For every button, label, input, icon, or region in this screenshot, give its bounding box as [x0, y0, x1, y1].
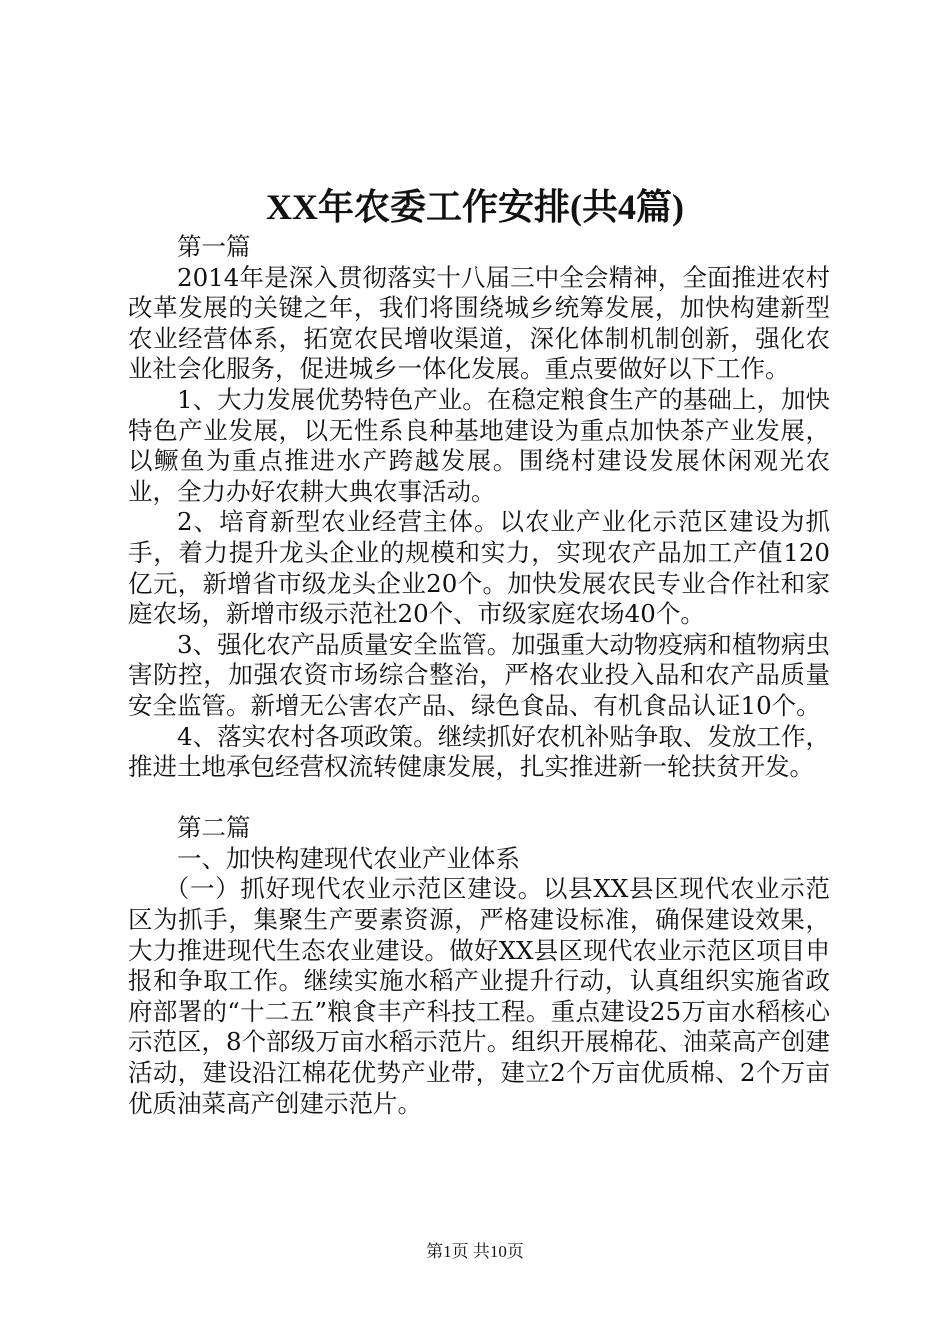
part2-heading: 第二篇	[177, 813, 251, 843]
part1-heading: 第一篇	[177, 232, 251, 261]
page-footer: 第1页 共10页	[426, 1242, 524, 1261]
section-gap	[128, 783, 830, 814]
part1-item2: 2、培育新型农业经营主体。以农业产业化示范区建设为抓手，着力提升龙头企业的规模和实力，实现农产品加工产值120亿元，新增省市级龙头企业20个。加快发展农民专业合作社和家庭农场，新增市级示范社20个、市级家庭农场40个。	[128, 507, 830, 629]
part2-section1-heading: 一、加快构建现代农业产业体系	[177, 843, 520, 873]
part1-item3: 3、强化农产品质量安全监管。加强重大动物疫病和植物病虫害防控，加强农资市场综合整治，严格农业投入品和农产品质量安全监管。新增无公害农产品、绿色食品、有机食品认证10个。	[128, 629, 830, 720]
part1-item1: 1、大力发展优势特色产业。在稳定粮食生产的基础上，加快特色产业发展，以无性系良种基地建设为重点加快茶产业发展，以鳜鱼为重点推进水产跨越发展。围绕村建设发展休闲观光农业，全力办好农耕大典农事活动。	[128, 384, 830, 506]
document-body	[128, 232, 830, 1119]
document-title: XX年农委工作安排(共4篇)	[266, 187, 684, 227]
part2-para1: （一）抓好现代农业示范区建设。以县XX县区现代农业示范区为抓手，集聚生产要素资源，严格建设标准，确保建设效果，大力推进现代生态农业建设。做好XX县区现代农业示范区项目申报和争取工作。继续实施水稻产业提升行动，认真组织实施省政府部署的“十二五”粮食丰产科技工程。重点建设25万亩水稻核心示范区，8个部级万亩水稻示范片。组织开展棉花、油菜高产创建活动，建设沿江棉花优势产业带，建立2个万亩优质棉、2个万亩优质油菜高产创建示范片。	[128, 874, 830, 1118]
part1-intro: 2014年是深入贯彻落实十八届三中全会精神，全面推进农村改革发展的关键之年，我们将围绕城乡统筹发展，加快构建新型农业经营体系，拓宽农民增收渠道，深化体制机制创新，强化农业社会化服务，促进城乡一体化发展。重点要做好以下工作。	[128, 262, 830, 384]
part1-item4: 4、落实农村各项政策。继续抓好农机补贴争取、发放工作，推进土地承包经营权流转健康发展，扎实推进新一轮扶贫开发。	[128, 721, 830, 782]
